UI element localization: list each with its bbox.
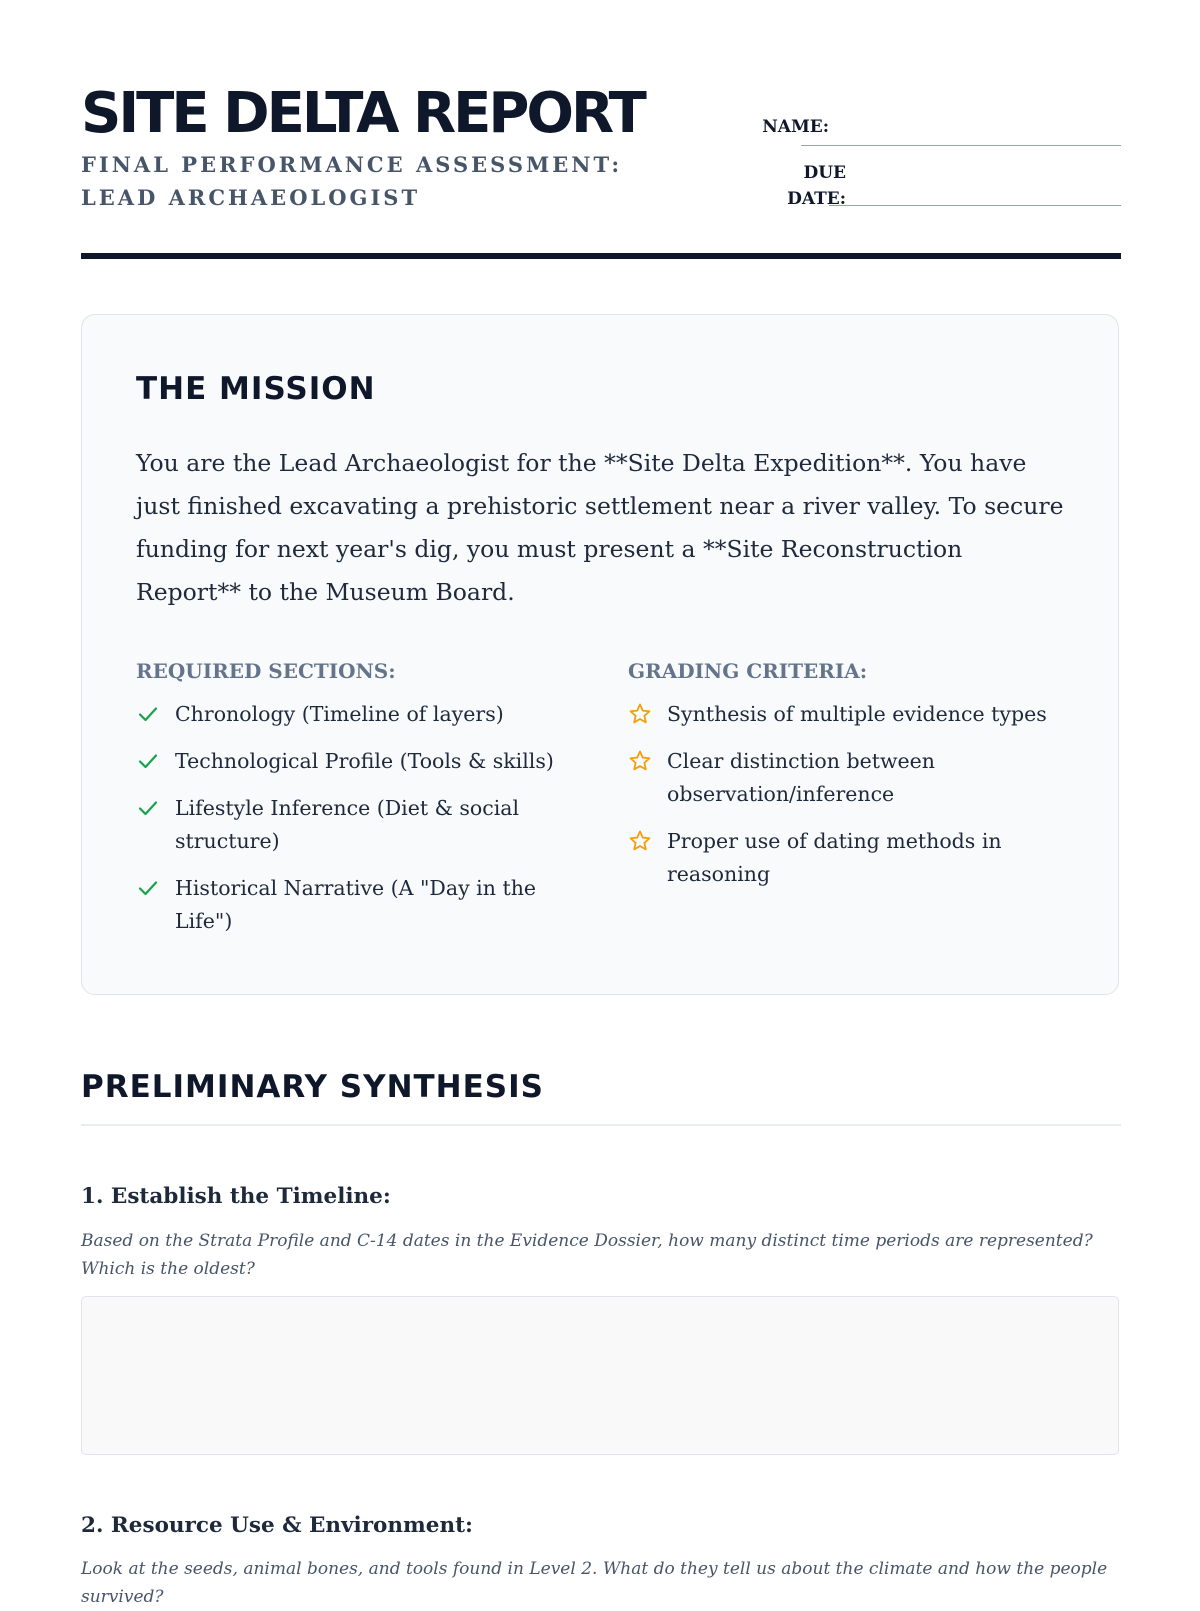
required-sections-title: REQUIRED SECTIONS: — [136, 659, 396, 683]
list-item — [136, 792, 566, 858]
mission-title: THE MISSION — [136, 371, 376, 407]
name-field[interactable] — [801, 145, 1121, 146]
due-date-label-line2: DATE: — [787, 189, 846, 209]
header-divider — [81, 253, 1121, 259]
question-1-answer-box[interactable] — [81, 1296, 1119, 1455]
question-2-prompt: Look at the seeds, animal bones, and tools found in Level 2. What do they tell us about the climate and how the people survived? — [81, 1559, 1108, 1607]
report-subtitle: FINAL PERFORMANCE ASSESSMENT: LEAD ARCHAEOLOGIST — [81, 152, 623, 210]
star-icon — [628, 829, 652, 853]
synthesis-title: PRELIMINARY SYNTHESIS — [81, 1069, 544, 1105]
list-item-label: Chronology (Timeline of layers) — [175, 702, 504, 726]
mission-panel — [81, 314, 1119, 995]
list-item — [628, 698, 1068, 731]
list-item — [628, 745, 1068, 811]
list-item — [136, 698, 566, 731]
report-title: SITE DELTA REPORT — [81, 81, 644, 146]
required-sections-list — [136, 698, 566, 938]
question-1-label: 1. Establish the Timeline: — [81, 1184, 391, 1209]
synthesis-divider — [81, 1124, 1121, 1126]
check-icon — [136, 702, 160, 726]
check-icon — [136, 796, 160, 820]
grading-criteria-title: GRADING CRITERIA: — [628, 659, 868, 683]
name-label: NAME: — [762, 117, 829, 137]
star-icon — [628, 749, 652, 773]
list-item-label: Lifestyle Inference (Diet & social structure) — [175, 796, 520, 853]
due-date-field[interactable] — [829, 205, 1121, 206]
report-header — [81, 0, 1121, 260]
question-2-label: 2. Resource Use & Environment: — [81, 1513, 473, 1538]
worksheet-page — [81, 0, 1121, 1607]
mission-description: You are the Lead Archaeologist for the **Site Delta Expedition**. You have just finished excavating a prehistoric settlement near a river valley. To secure funding for next year's dig, you must present a **Site Reconstruction Report** to the Museum Board. — [136, 449, 1064, 606]
question-1-prompt: Based on the Strata Profile and C-14 dates in the Evidence Dossier, how many distinct time periods are represented? Which is the oldest? — [81, 1231, 1093, 1279]
list-item — [628, 825, 1068, 891]
grading-criteria — [628, 656, 1068, 905]
list-item — [136, 745, 566, 778]
list-item — [136, 872, 566, 938]
required-sections — [136, 656, 566, 952]
list-item-label: Synthesis of multiple evidence types — [667, 702, 1047, 726]
star-icon — [628, 702, 652, 726]
due-date-label-line1: DUE — [803, 163, 846, 183]
list-item-label: Proper use of dating methods in reasoning — [667, 829, 1002, 886]
check-icon — [136, 749, 160, 773]
list-item-label: Clear distinction between observation/inference — [667, 749, 935, 806]
grading-criteria-list — [628, 698, 1068, 891]
check-icon — [136, 876, 160, 900]
list-item-label: Historical Narrative (A "Day in the Life") — [175, 876, 537, 933]
list-item-label: Technological Profile (Tools & skills) — [175, 749, 554, 773]
